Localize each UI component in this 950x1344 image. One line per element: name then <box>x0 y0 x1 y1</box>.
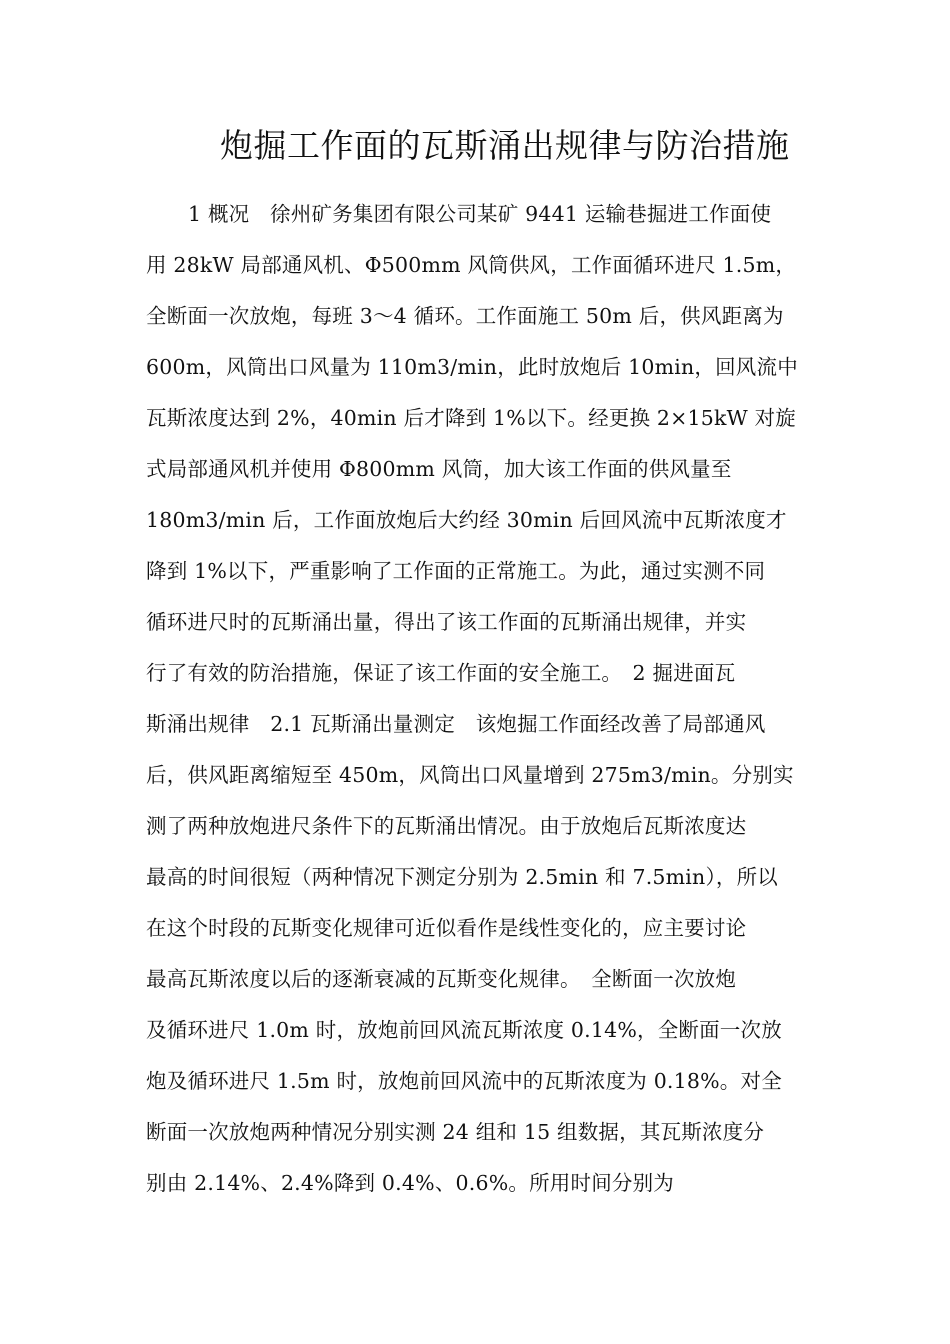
body-line: 及循环进尺 1.0m 时，放炮前回风流瓦斯浓度 0.14%，全断面一次放 <box>146 1018 782 1042</box>
body-line: 循环进尺时的瓦斯涌出量，得出了该工作面的瓦斯涌出规律，并实 <box>146 610 747 634</box>
body-line: 用 28kW 局部通风机、Φ500mm 风筒供风，工作面循环进尺 1.5m， <box>146 253 797 277</box>
body-line: 180m3/min 后，工作面放炮后大约经 30min 后回风流中瓦斯浓度才 <box>146 508 787 532</box>
body-line: 行了有效的防治措施，保证了该工作面的安全施工。 2 掘进面瓦 <box>146 661 736 685</box>
body-line: 瓦斯浓度达到 2%，40min 后才降到 1%以下。经更换 2×15kW 对旋 <box>146 406 797 430</box>
body-line: 后，供风距离缩短至 450m，风筒出口风量增到 275m3/min。分别实 <box>146 763 794 787</box>
body-line: 断面一次放炮两种情况分别实测 24 组和 15 组数据，其瓦斯浓度分 <box>146 1120 765 1144</box>
body-line: 最高瓦斯浓度以后的逐渐衰减的瓦斯变化规律。 全断面一次放炮 <box>146 967 737 991</box>
body-line: 式局部通风机并使用 Φ800mm 风筒，加大该工作面的供风量至 <box>146 457 732 481</box>
body-line: 全断面一次放炮，每班 3～4 循环。工作面施工 50m 后，供风距离为 <box>146 304 784 328</box>
body-line: 斯涌出规律 2.1 瓦斯涌出量测定 该炮掘工作面经改善了局部通风 <box>146 712 766 736</box>
body-line: 1 概况 徐州矿务集团有限公司某矿 9441 运输巷掘进工作面使 <box>188 202 772 226</box>
body-line: 降到 1%以下，严重影响了工作面的正常施工。为此，通过实测不同 <box>146 559 766 583</box>
body-line: 最高的时间很短（两种情况下测定分别为 2.5min 和 7.5min），所以 <box>146 865 778 889</box>
body-line: 别由 2.14%、2.4%降到 0.4%、0.6%。所用时间分别为 <box>146 1171 674 1195</box>
body-line: 600m，风筒出口风量为 110m3/min，此时放炮后 10min，回风流中 <box>146 355 798 379</box>
body-line: 炮及循环进尺 1.5m 时，放炮前回风流中的瓦斯浓度为 0.18%。对全 <box>146 1069 782 1093</box>
body-line: 在这个时段的瓦斯变化规律可近似看作是线性变化的，应主要讨论 <box>146 916 747 940</box>
document-title: 炮掘工作面的瓦斯涌出规律与防治措施 <box>220 126 790 165</box>
body-line: 测了两种放炮进尺条件下的瓦斯涌出情况。由于放炮后瓦斯浓度达 <box>146 814 747 838</box>
